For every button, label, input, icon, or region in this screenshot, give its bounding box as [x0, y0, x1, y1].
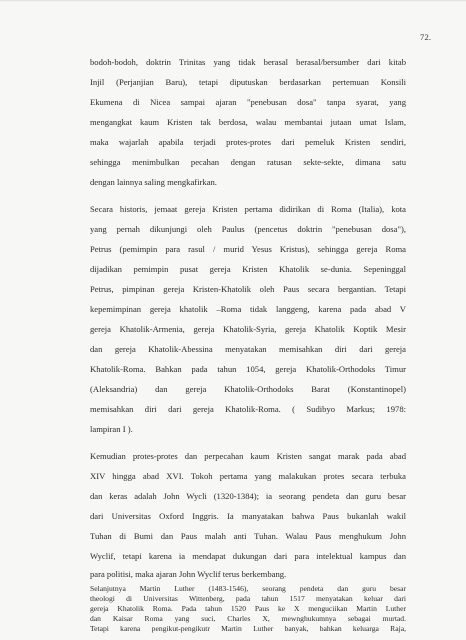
paragraph-line: dan keras adalah John Wycli (1320-1384); ia seorang pendeta dan guru besar: [90, 491, 406, 501]
paragraph-line: Secara historis, jemaat gereja Kristen pertama didirikan di Roma (Italia), kota: [90, 204, 406, 214]
paragraph-line: lampiran I ).: [90, 424, 133, 434]
page-number: 72.: [420, 32, 432, 42]
paragraph-line: dan Kaisar Roma yang suci, Charles X, mewnghukumnya sebagai murtad.: [90, 614, 406, 623]
paragraph-line: dan gereja Khatolik-Abessina menyatakan memisahkan diri dari gereja: [90, 344, 406, 354]
paragraph-line: Injil (Perjanjian Baru), tetapi diputuskan berdasarkan pertemuan Konsili: [90, 77, 406, 87]
paragraph-line: sehingga menimbulkan pecahan dengan ratusan sekte-sekte, dimana satu: [90, 157, 406, 167]
paragraph-line: XIV hingga abad XVI. Tokoh pertama yang malakukan protes secara terbuka: [90, 471, 406, 481]
paragraph-line: dari Universitas Oxford Inggris. Ia manyatakan bahwa Paus bukanlah wakil: [90, 511, 406, 521]
paragraph-line: mengangkat kaum Kristen tak berdosa, walau membantai jutaan umat Islam,: [90, 117, 406, 127]
paragraph-line: gereja Khatolik-Armenia, gereja Khatolik-Syria, gereja Khatolik Koptik Mesir: [90, 324, 406, 334]
paragraph-line: kepemimpinan gereja khatolik –Roma tidak langgeng, karena pada abad V: [90, 304, 406, 314]
paragraph-line: Petrus (pemimpin para rasul / murid Yesus Kristus), sehingga gereja Roma: [90, 244, 406, 254]
paragraph-line: dijadikan pemimpin pusat gereja Kristen Khatolik se-dunia. Sepeninggal: [90, 264, 406, 274]
paragraph-line: Khatolik-Roma. Bahkan pada tahun 1054, gereja Khatolik-Orthodoks Timur: [90, 364, 406, 374]
paragraph-line: Wyclif, tetapi karena ia mendapat dukungan dari para intelektual kampus dan: [90, 551, 406, 561]
paragraph-line: yang pernah dikunjungi oleh Paulus (pencetus doktrin "penebusan dosa"),: [90, 224, 406, 234]
paragraph-line: Kemudian protes-protes dan perpecahan kaum Kristen sangat marak pada abad: [90, 451, 406, 461]
paragraph-line: Ekumena di Nicea sampai ajaran "penebusan dosa" tanpa syarat, yang: [90, 97, 406, 107]
paragraph-line: memisahkan diri dari gereja Khatolik-Roma. ( Sudibyo Markus; 1978:: [90, 404, 406, 414]
paragraph-line: Tetapi karena pengikut-pengikutr Martin Luther banyak, bahkan keluarga Raja,: [90, 624, 406, 633]
paragraph-line: Selanjutnya Martin Luther (1483-1546), seorang pendeta dan guru besar: [90, 584, 406, 593]
paragraph-line: maka wajarlah apabila terjadi protes-protes dari pemeluk Kristen sendiri,: [90, 137, 406, 147]
paragraph-line: Petrus, pimpinan gereja Kristen-Khatolik oleh Paus secara bergantian. Tetapi: [90, 284, 406, 294]
scan-edge: [0, 0, 466, 2]
paragraph-line: bodoh-bodoh, doktrin Trinitas yang tidak berasal berasal/bersumber dari kitab: [90, 57, 406, 67]
paragraph-line: para politisi, maka ajaran John Wyclif terus berkembang.: [90, 569, 287, 579]
paragraph-line: Tuhan di Bumi dan Paus malah anti Tuhan. Walau Paus menghukum John: [90, 531, 406, 541]
paragraph-line: theologi di Universitas Wittenberg, pada tahun 1517 menyatakan keluar dari: [90, 594, 406, 603]
paragraph-line: gereja Khatolik Roma. Pada tahun 1520 Paus ke X menguciikan Martin Luther: [90, 604, 406, 613]
paragraph-line: (Aleksandria) dan gereja Khatolik-Orthodoks Barat (Konstantinopel): [90, 384, 406, 394]
paragraph-line: dengan lainnya saling mengkafirkan.: [90, 177, 217, 187]
